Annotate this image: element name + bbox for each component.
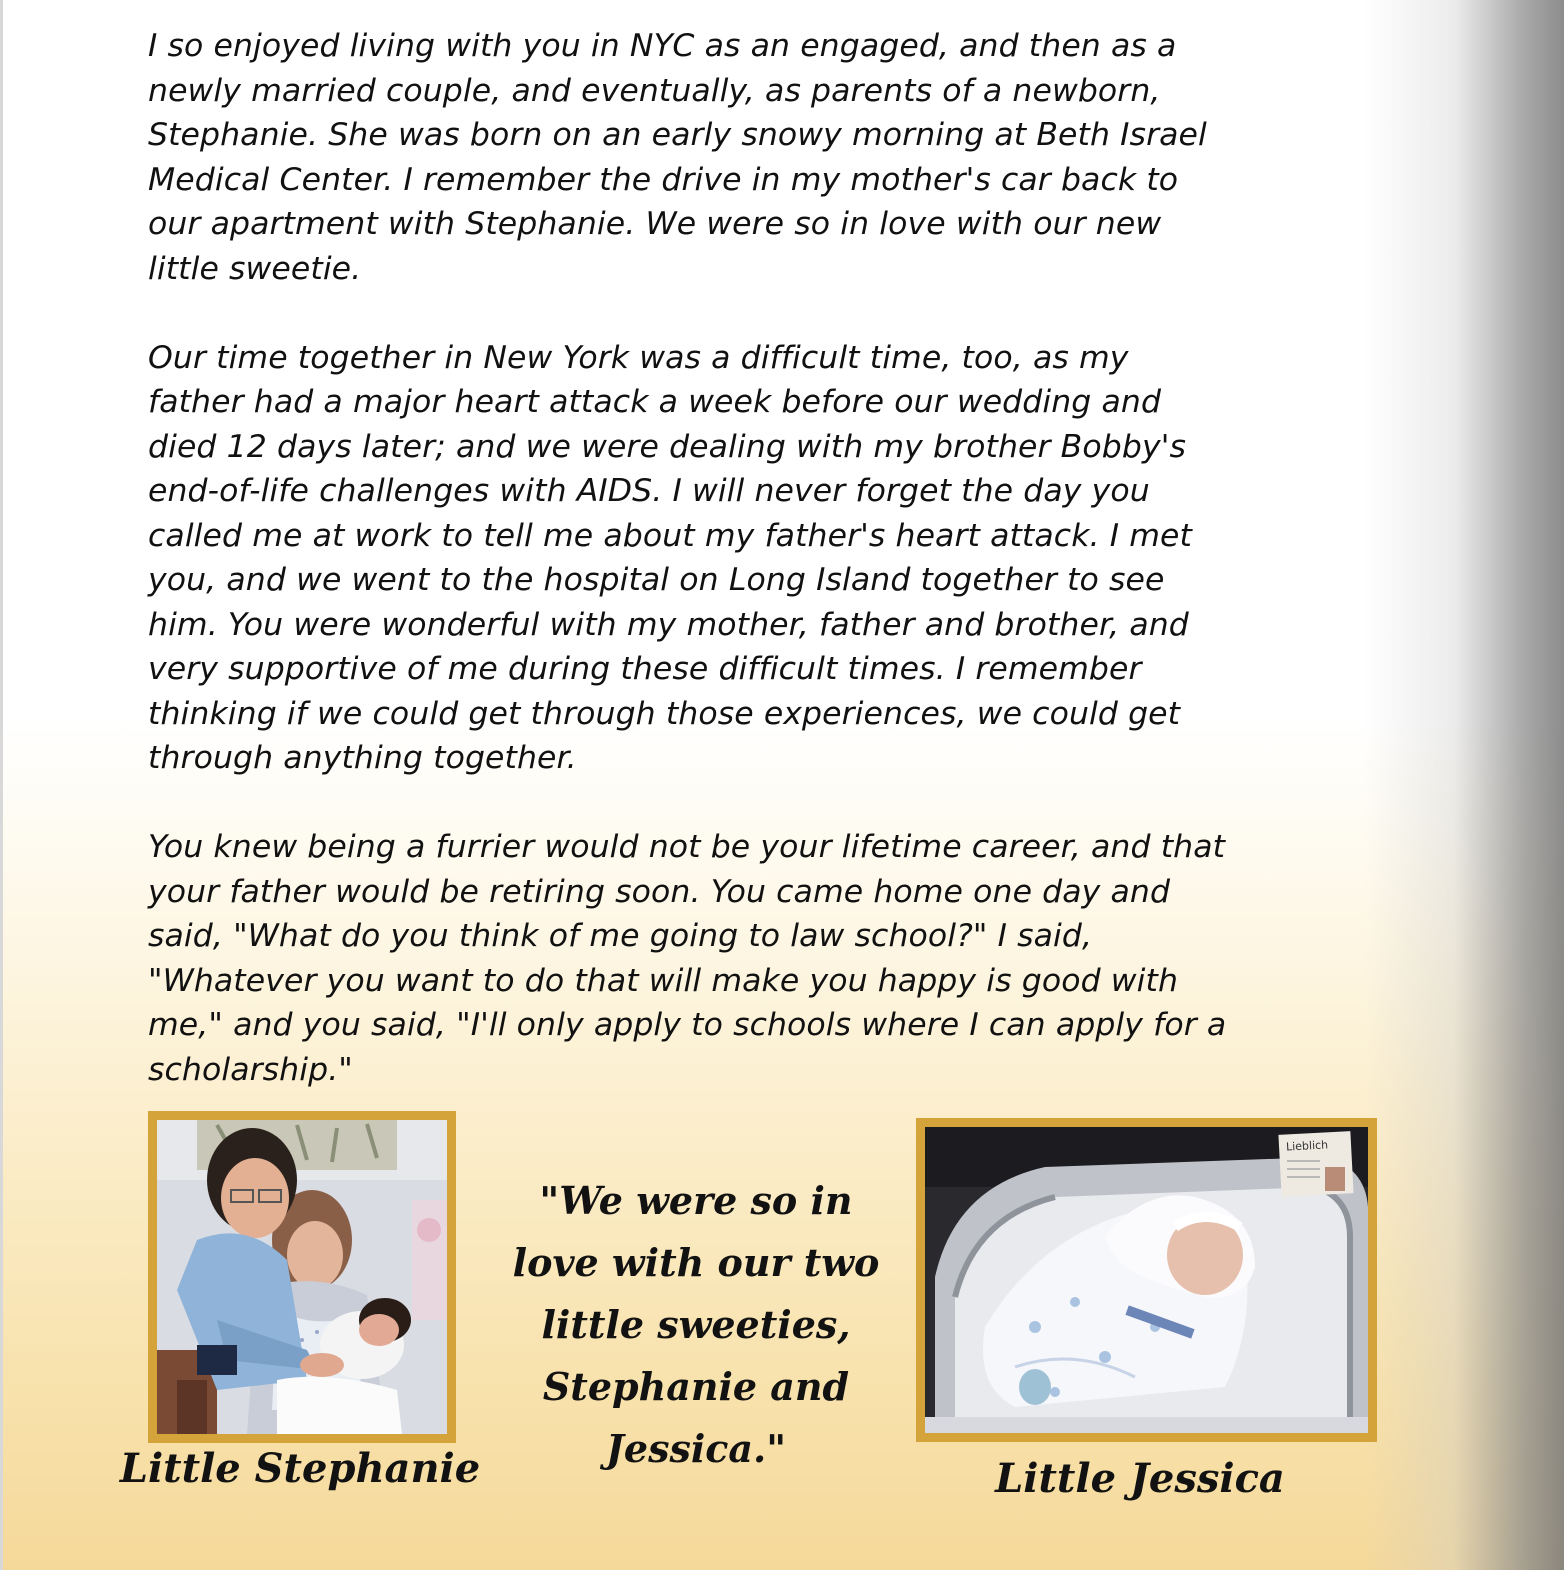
- photo-stephanie-image: [157, 1120, 447, 1434]
- page-left-edge: [0, 0, 3, 1570]
- caption-little-jessica: Little Jessica: [995, 1455, 1285, 1502]
- photo-little-stephanie: [148, 1111, 456, 1443]
- letter-body: [148, 24, 1298, 1092]
- page-fold-shadow: [1364, 0, 1564, 1570]
- caption-little-stephanie: Little Stephanie: [119, 1445, 481, 1492]
- pull-quote: "We were so in love with our two little sweeties, Stephanie and Jessica.": [512, 1178, 880, 1471]
- photo-little-jessica: [916, 1118, 1377, 1442]
- crib-card-name: Lieblich: [1285, 1138, 1329, 1154]
- letter-paragraph-2: Our time together in New York was a difficult time, too, as my father had a major heart attack a week before our wedding and died 12 days later; and we were dealing with my brother Bobby's end-of-life challenges with AIDS. I will never forget the day you called me at work to tell me about my father's heart attack. I met you, and we went to the hospital on Long Island together to see him. You were wonderful with my mother, father and brother, and very supportive of me during these difficult times. I remember thinking if we could get through those experiences, we could get through anything together.: [148, 339, 1192, 776]
- letter-paragraph-3: You knew being a furrier would not be your lifetime career, and that your father would be retiring soon. You came home one day and said, "What do you think of me going to law school?" I said, "Whatever you want to do that will make you happy is good with me," and you said, "I'll only apply to schools where I can apply for a scholarship.": [148, 829, 1227, 1088]
- letter-paragraph-1: I so enjoyed living with you in NYC as an engaged, and then as a newly married couple, and eventually, as parents of a newborn, Stephanie. She was born on an early snowy morning at Beth Israel Medical Center. I remember the drive in my mother's car back to our apartment with Stephanie. We were so in love with our new little sweetie.: [148, 28, 1207, 287]
- photo-jessica-image: [925, 1127, 1368, 1433]
